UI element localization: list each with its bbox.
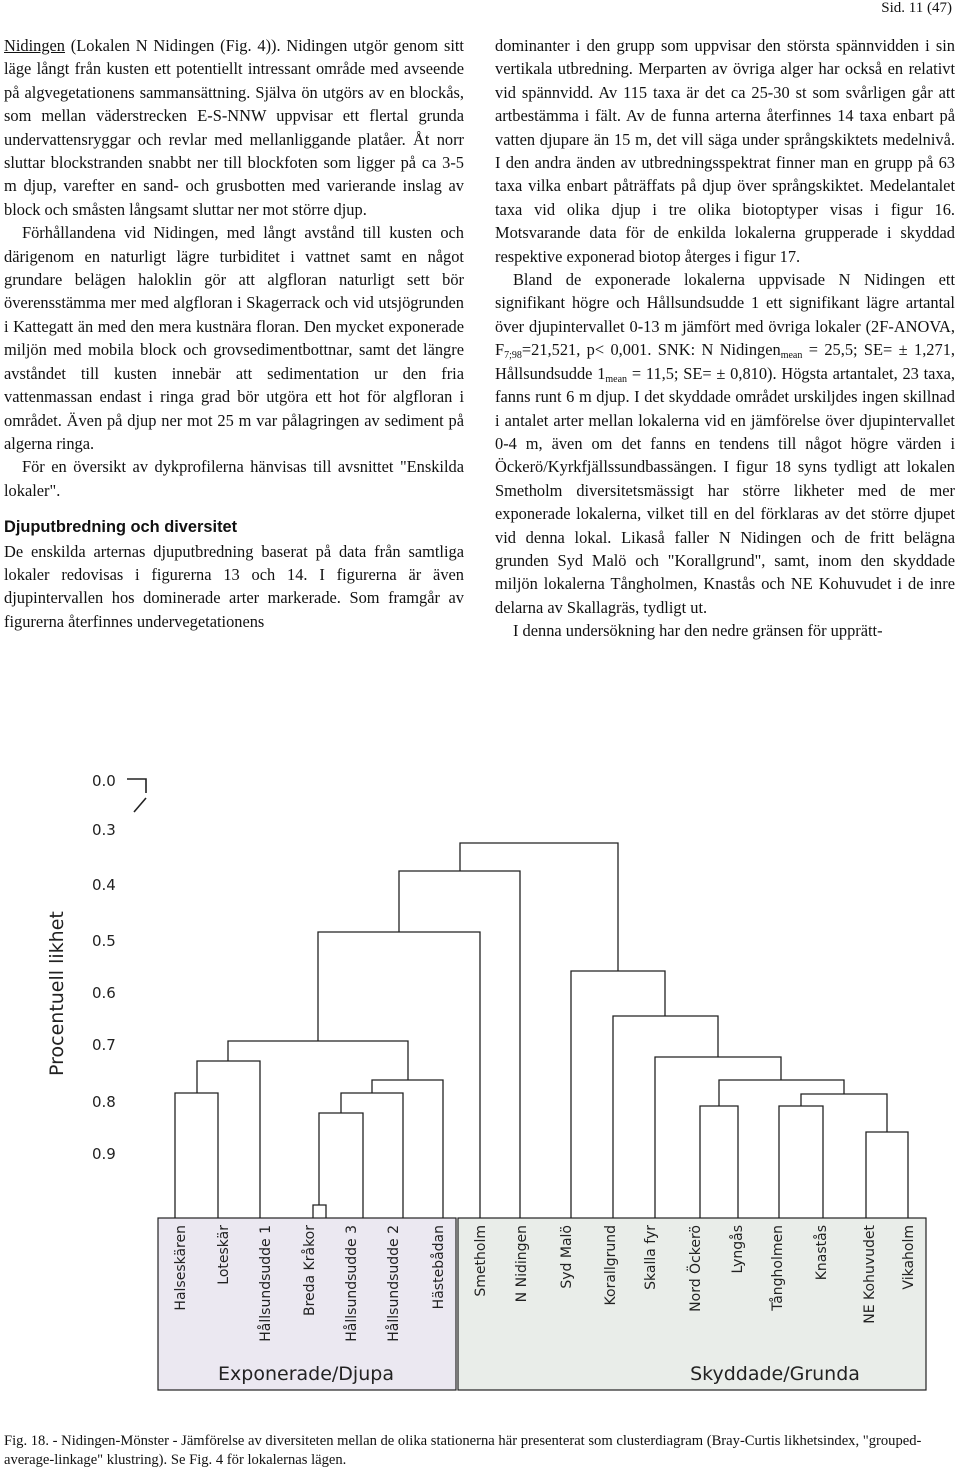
- y-tick-label: 0.4: [92, 876, 116, 894]
- leaf-label: Skalla fyr: [643, 1225, 659, 1290]
- paragraph-conditions: Förhållandena vid Nidingen, med långt avstånd till kusten och därigenom en naturligt lägre turbiditet i vattnet samt en något grundare belägen haloklin gör att algfloran naturligt sett bör överensstämma mer med algfloran i Skagerrack och vid utsjögrunden i Kattegatt än med den mera kustnära floran. Den mycket exponerade miljön med mobila block och grovsedimentbottnar, samt det längre avståndet till kusten innebär att sedimentation ur den fria vattenmassan endast i ringa grad bör utgöra ett hot för algfloran i området. Även på djup ner mot 25 m var pålagringen av sediment på algerna ringa.: [4, 223, 464, 453]
- sheltered-group-label: Skyddade/Grunda: [690, 1363, 860, 1385]
- leaf-label: Korallgrund: [603, 1225, 619, 1306]
- y-tick-label: 0.7: [92, 1036, 116, 1054]
- exposed-group-label: Exponerade/Djupa: [218, 1363, 394, 1385]
- leaf-label: Vikaholm: [901, 1225, 917, 1290]
- section-heading: Djuputbredning och diversitet: [4, 518, 238, 537]
- leaf-label: Breda Kråkor: [302, 1225, 318, 1317]
- figure-caption: Fig. 18. - Nidingen-Mönster - Jämförelse av diversiteten mellan de olika stationerna här presenterat som clusterdiagram (Bray-Curtis likhetsindex, "grouped-average-linkage" klustring). Se Fig. 4 för lokalernas lägen.: [4, 1433, 922, 1468]
- leaf-label: Hållsundsudde 2: [386, 1225, 402, 1342]
- page-number: Sid. 11 (47): [881, 0, 952, 16]
- leaf-label: Tångholmen: [770, 1225, 786, 1311]
- paragraph-nidingen: [4, 34, 464, 221]
- leaf-label: Smetholm: [473, 1225, 489, 1297]
- paragraph-depth: De enskilda arternas djuputbredning baserat på data från samtliga lokaler redovisas i figurerna 13 och 14. I figurerna är även djupintervallen hos dominerade arter markerade. Som framgår av figurerna återfinnes undervegetationens: [4, 541, 464, 631]
- leaf-label: Syd Malö: [559, 1225, 575, 1289]
- axis-break-marker: [127, 779, 146, 812]
- y-tick-label: 0.8: [92, 1093, 116, 1111]
- nidingen-text: (Lokalen N Nidingen (Fig. 4)). Nidingen utgör genom sitt läge långt från kusten ett potentiellt intressant område med avseende på algvegetationens sammansättning. Själva ön utgörs av en blockås, som mellan väderstrecken E-S-NNW uppvisar ett flertal grunda undervattensryggar och revlar med mellanliggande platåer. Åt norr sluttar blockstranden snabbt ner till blockfoten som ligger på ca 3-5 m djup, varefter en sand- och grusbotten med varierande inslag av block och småsten långsamt sluttar ner mot större djup.: [4, 36, 464, 219]
- leaf-label: Lyngås: [730, 1225, 746, 1274]
- paragraph-lower-limit: I denna undersökning har den nedre gränsen för upprätt-: [513, 621, 883, 641]
- leaf-label: Hållsundsudde 3: [344, 1225, 360, 1342]
- paragraph-overview: För en översikt av dykprofilerna hänvisas till avsnittet "Enskilda lokaler".: [4, 457, 464, 500]
- y-axis-label: Procentuell likhet: [46, 911, 68, 1076]
- leaf-label: Nord Öckerö: [688, 1225, 704, 1312]
- leaf-label: Knastås: [814, 1225, 830, 1281]
- nidingen-lead: Nidingen: [4, 36, 66, 55]
- leaf-label: Loteskär: [216, 1225, 232, 1285]
- dendrogram-figure: [0, 740, 960, 1430]
- leaf-label: NE Kohuvudet: [862, 1225, 878, 1324]
- leaf-label: N Nidingen: [514, 1225, 530, 1303]
- right-column: [495, 34, 955, 643]
- y-tick-label: 0.3: [92, 821, 116, 839]
- y-tick-label: 0.6: [92, 984, 116, 1002]
- y-tick-label: 0.5: [92, 932, 116, 950]
- y-tick-label: 0.9: [92, 1145, 116, 1163]
- leaf-label: Hästebådan: [431, 1225, 447, 1310]
- left-column: [4, 34, 464, 633]
- y-axis: [92, 772, 116, 1163]
- paragraph-anova: Bland de exponerade lokalerna uppvisade N Nidingen ett signifikant högre och Hållsundsudde 1 ett signifikant lägre artantal över djupintervallet 0-13 m jämfört med övriga lokaler (2F-ANOVA, $F_{7;98}=21,521$, p< 0,001. SNK: N Nidingen$_{mean}$ = 25,5; SE= ± 1,271, Hållsundsudde $1_{mean} = 11,5$; SE= ± 0,810). Högsta artantalet, 23 taxa, fanns runt 6 m djup. I det skyddade området urskiljdes ingen skillnad i antalet arter mellan lokalerna vid en jämförelse över djupintervallet 0-4 m, även om det fanns en tendens till något högre värden i Öckerö/Kyrkfjällssundbassängen. I figur 18 syns tydligt att lokalen Smetholm diversitetsmässigt har större likheter med de mer exponerade lokalerna, vilket till en del förklaras av det större djupet vid denna lokal. Likaså faller N Nidingen och de fritt belägna grunden Syd Malö och "Korallgrund", samt, inom den skyddade miljön lokalerna Tångholmen, Knastås och NE Kohuvudet i de inre delarna av Skallagräs, tydligt ut.: [495, 270, 956, 617]
- leaf-label: Hållsundsudde 1: [258, 1225, 274, 1342]
- leaf-label: Halseskären: [173, 1225, 189, 1311]
- paragraph-dominants: dominanter i den grupp som uppvisar den största spännvidden i sin vertikala utbredning. Merparten av övriga alger har också en relativt vid spännvidd. Av 115 taxa är det ca 25-30 st som svårligen går att artbestämma i fält. Av de funna arterna återfinnes 14 taxa enbart på vatten djupare än 15 m, det vill säga under språngskiktets medelnivå. I den andra änden av utbredningsspektrat finner man en grupp på 63 taxa vilka enbart påträffats på djup över språngskiktet. Medelantalet taxa vid olika djup i tre olika biotoptyper visas i figur 16. Motsvarande data för de enkilda lokalerna grupperade i skyddad respektive exponerad biotop återges i figur 17.: [495, 36, 955, 266]
- dendrogram-branches: [175, 843, 908, 1218]
- y-tick-label: 0.0: [92, 772, 116, 790]
